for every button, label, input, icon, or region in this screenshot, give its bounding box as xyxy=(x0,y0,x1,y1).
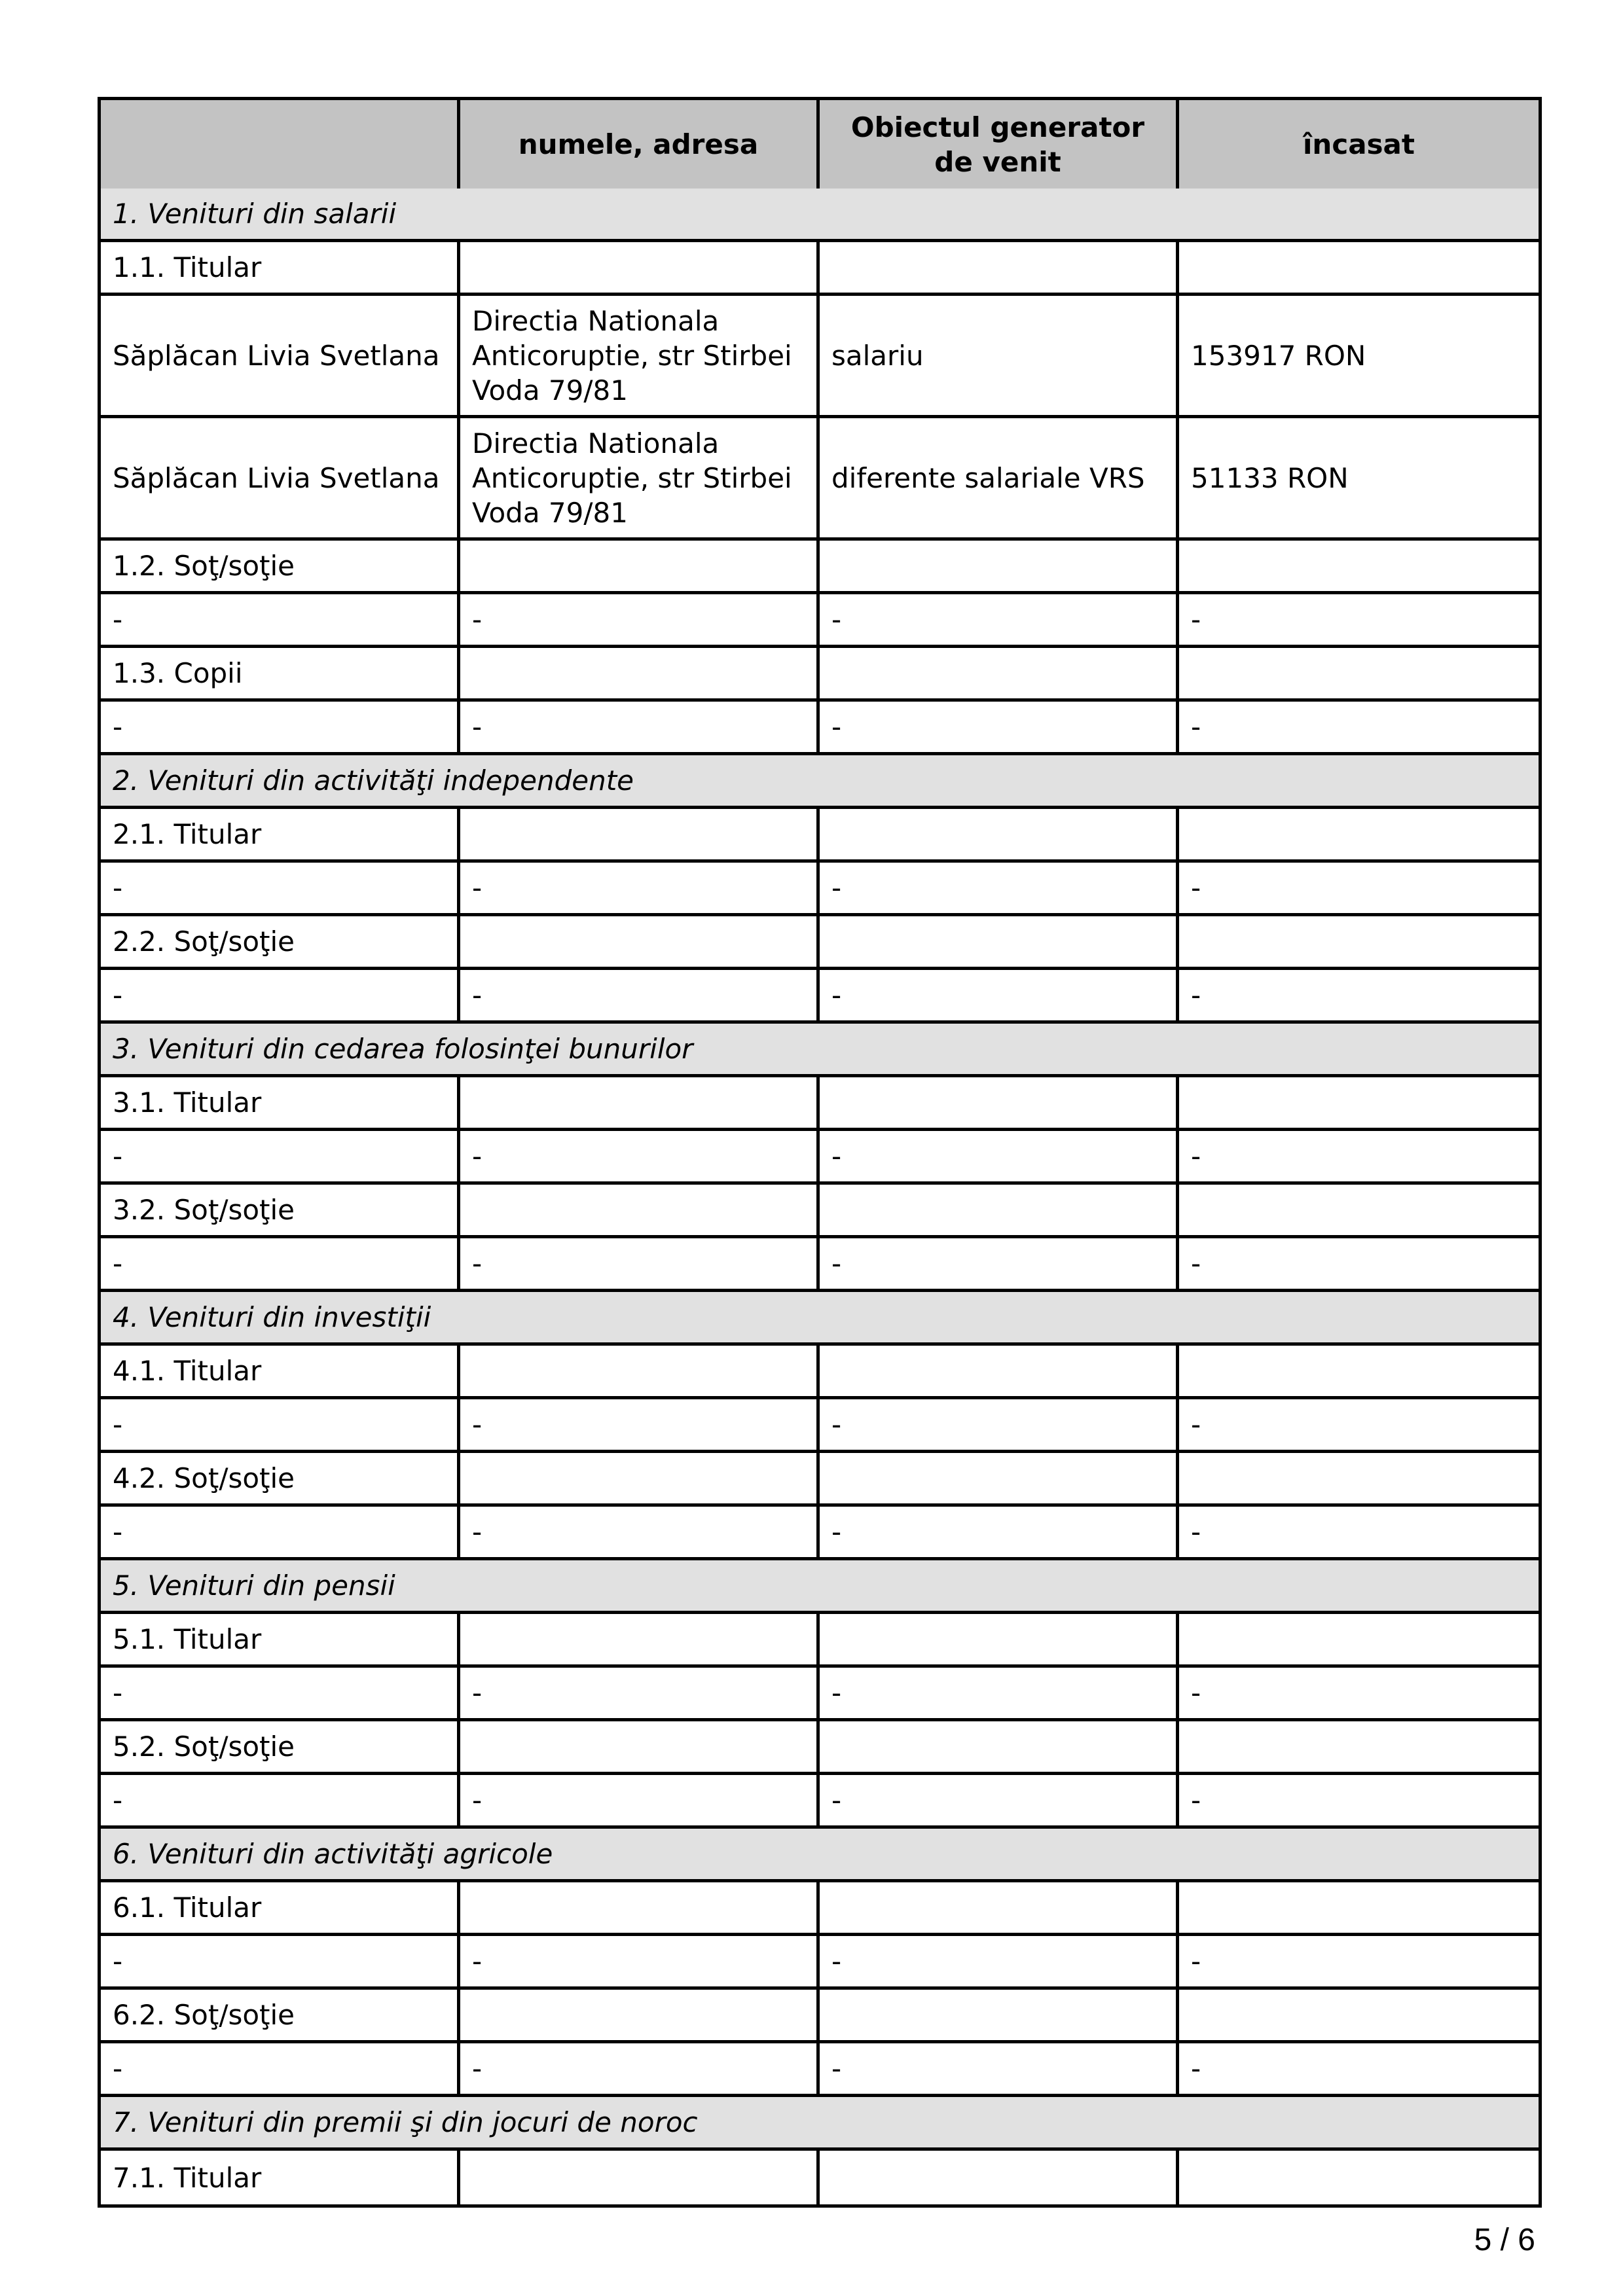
income-source-cell xyxy=(820,1882,1179,1936)
name-address-cell xyxy=(460,1614,820,1668)
collected-cell xyxy=(1179,2151,1539,2204)
collected-cell xyxy=(1179,1346,1539,1399)
name-address-cell: Directia Nationala Anticoruptie, str Stirbei Voda 79/81 xyxy=(460,418,820,541)
collected-cell: - xyxy=(1179,1775,1539,1829)
row-label-cell: 6.1. Titular xyxy=(101,1882,460,1936)
name-address-cell: - xyxy=(460,1399,820,1453)
table-row xyxy=(101,2151,1539,2204)
name-address-cell: - xyxy=(460,594,820,648)
collected-cell: - xyxy=(1179,1507,1539,1560)
row-label-cell: 2.2. Soţ/soţie xyxy=(101,916,460,970)
table-row xyxy=(101,1131,1539,1185)
section-header-row xyxy=(101,1829,1539,1882)
row-label-cell: Săplăcan Livia Svetlana xyxy=(101,418,460,541)
table-row xyxy=(101,1346,1539,1399)
section-title: 4. Venituri din investiţii xyxy=(101,1292,1539,1346)
table-row xyxy=(101,1775,1539,1829)
income-source-cell: - xyxy=(820,1238,1179,1292)
income-source-cell xyxy=(820,1453,1179,1507)
name-address-cell: - xyxy=(460,1775,820,1829)
income-source-cell xyxy=(820,1185,1179,1238)
table-body xyxy=(101,188,1539,2204)
row-label-cell: - xyxy=(101,2043,460,2097)
income-source-cell: diferente salariale VRS xyxy=(820,418,1179,541)
header-cell-income-source: Obiectul generator de venit xyxy=(820,100,1179,188)
collected-cell: 51133 RON xyxy=(1179,418,1539,541)
header-cell-name-address: numele, adresa xyxy=(460,100,820,188)
name-address-cell xyxy=(460,1077,820,1131)
collected-cell xyxy=(1179,648,1539,702)
row-label-cell: 1.3. Copii xyxy=(101,648,460,702)
collected-cell: - xyxy=(1179,1238,1539,1292)
table-row xyxy=(101,648,1539,702)
page-number: 5 / 6 xyxy=(1474,2223,1535,2257)
collected-cell: - xyxy=(1179,1399,1539,1453)
section-header-row xyxy=(101,2097,1539,2151)
section-header-row xyxy=(101,188,1539,242)
name-address-cell xyxy=(460,1185,820,1238)
name-address-cell xyxy=(460,2151,820,2204)
collected-cell: - xyxy=(1179,702,1539,755)
collected-cell: 153917 RON xyxy=(1179,296,1539,418)
collected-cell xyxy=(1179,916,1539,970)
name-address-cell: - xyxy=(460,702,820,755)
table-row xyxy=(101,809,1539,863)
income-source-cell: - xyxy=(820,1507,1179,1560)
collected-cell xyxy=(1179,809,1539,863)
table-row xyxy=(101,916,1539,970)
name-address-cell: - xyxy=(460,2043,820,2097)
table-row xyxy=(101,1721,1539,1775)
name-address-cell: - xyxy=(460,1238,820,1292)
section-title: 2. Venituri din activităţi independente xyxy=(101,755,1539,809)
income-source-cell xyxy=(820,1077,1179,1131)
income-source-cell xyxy=(820,242,1179,296)
name-address-cell: - xyxy=(460,970,820,1024)
table-row xyxy=(101,1185,1539,1238)
row-label-cell: 5.1. Titular xyxy=(101,1614,460,1668)
row-label-cell: 3.2. Soţ/soţie xyxy=(101,1185,460,1238)
section-header-row xyxy=(101,755,1539,809)
income-source-cell xyxy=(820,1614,1179,1668)
row-label-cell: 7.1. Titular xyxy=(101,2151,460,2204)
table-row xyxy=(101,1507,1539,1560)
income-source-cell: - xyxy=(820,1668,1179,1721)
name-address-cell: - xyxy=(460,863,820,916)
section-title: 3. Venituri din cedarea folosinţei bunurilor xyxy=(101,1024,1539,1077)
income-source-cell xyxy=(820,1721,1179,1775)
table-row xyxy=(101,594,1539,648)
section-header-row xyxy=(101,1024,1539,1077)
collected-cell xyxy=(1179,1077,1539,1131)
income-source-cell xyxy=(820,1990,1179,2043)
collected-cell: - xyxy=(1179,970,1539,1024)
table-row xyxy=(101,2043,1539,2097)
income-source-cell: - xyxy=(820,594,1179,648)
name-address-cell: - xyxy=(460,1507,820,1560)
income-source-cell xyxy=(820,1346,1179,1399)
table-row xyxy=(101,1238,1539,1292)
section-header-row xyxy=(101,1292,1539,1346)
table-row xyxy=(101,970,1539,1024)
collected-cell xyxy=(1179,242,1539,296)
income-source-cell: - xyxy=(820,863,1179,916)
section-header-row xyxy=(101,1560,1539,1614)
table-row xyxy=(101,1990,1539,2043)
table-row xyxy=(101,1668,1539,1721)
table-row xyxy=(101,1077,1539,1131)
row-label-cell: 4.1. Titular xyxy=(101,1346,460,1399)
income-table xyxy=(98,97,1542,2208)
income-source-cell xyxy=(820,809,1179,863)
row-label-cell: Săplăcan Livia Svetlana xyxy=(101,296,460,418)
row-label-cell: 1.2. Soţ/soţie xyxy=(101,541,460,594)
row-label-cell: - xyxy=(101,594,460,648)
row-label-cell: 3.1. Titular xyxy=(101,1077,460,1131)
row-label-cell: - xyxy=(101,1399,460,1453)
row-label-cell: 1.1. Titular xyxy=(101,242,460,296)
table-row xyxy=(101,296,1539,418)
row-label-cell: - xyxy=(101,970,460,1024)
income-source-cell: - xyxy=(820,1131,1179,1185)
name-address-cell xyxy=(460,1990,820,2043)
section-title: 1. Venituri din salarii xyxy=(101,188,1539,242)
table-row xyxy=(101,1882,1539,1936)
name-address-cell: - xyxy=(460,1668,820,1721)
row-label-cell: - xyxy=(101,1507,460,1560)
name-address-cell xyxy=(460,242,820,296)
collected-cell: - xyxy=(1179,594,1539,648)
name-address-cell: - xyxy=(460,1936,820,1990)
name-address-cell xyxy=(460,1882,820,1936)
row-label-cell: 2.1. Titular xyxy=(101,809,460,863)
income-source-cell xyxy=(820,916,1179,970)
collected-cell xyxy=(1179,1721,1539,1775)
collected-cell xyxy=(1179,1614,1539,1668)
income-source-cell: - xyxy=(820,2043,1179,2097)
income-source-cell xyxy=(820,541,1179,594)
name-address-cell xyxy=(460,916,820,970)
table-row xyxy=(101,1936,1539,1990)
row-label-cell: - xyxy=(101,1131,460,1185)
row-label-cell: - xyxy=(101,1668,460,1721)
row-label-cell: 6.2. Soţ/soţie xyxy=(101,1990,460,2043)
income-source-cell xyxy=(820,648,1179,702)
table-header-row xyxy=(101,100,1539,188)
section-title: 5. Venituri din pensii xyxy=(101,1560,1539,1614)
name-address-cell xyxy=(460,1453,820,1507)
collected-cell xyxy=(1179,1453,1539,1507)
table-row xyxy=(101,1453,1539,1507)
collected-cell: - xyxy=(1179,1936,1539,1990)
collected-cell xyxy=(1179,1185,1539,1238)
row-label-cell: 5.2. Soţ/soţie xyxy=(101,1721,460,1775)
row-label-cell: - xyxy=(101,1238,460,1292)
collected-cell: - xyxy=(1179,1131,1539,1185)
collected-cell: - xyxy=(1179,863,1539,916)
table-row xyxy=(101,863,1539,916)
row-label-cell: - xyxy=(101,1936,460,1990)
row-label-cell: 4.2. Soţ/soţie xyxy=(101,1453,460,1507)
table-row xyxy=(101,702,1539,755)
header-cell-empty xyxy=(101,100,460,188)
collected-cell xyxy=(1179,541,1539,594)
name-address-cell xyxy=(460,1346,820,1399)
section-title: 7. Venituri din premii şi din jocuri de noroc xyxy=(101,2097,1539,2151)
name-address-cell xyxy=(460,541,820,594)
collected-cell: - xyxy=(1179,2043,1539,2097)
section-title: 6. Venituri din activităţi agricole xyxy=(101,1829,1539,1882)
income-source-cell: - xyxy=(820,702,1179,755)
collected-cell: - xyxy=(1179,1668,1539,1721)
name-address-cell: - xyxy=(460,1131,820,1185)
name-address-cell xyxy=(460,648,820,702)
income-source-cell: salariu xyxy=(820,296,1179,418)
income-source-cell: - xyxy=(820,1775,1179,1829)
collected-cell xyxy=(1179,1990,1539,2043)
table-row xyxy=(101,418,1539,541)
income-source-cell xyxy=(820,2151,1179,2204)
row-label-cell: - xyxy=(101,863,460,916)
income-source-cell: - xyxy=(820,1936,1179,1990)
name-address-cell xyxy=(460,809,820,863)
income-source-cell: - xyxy=(820,1399,1179,1453)
row-label-cell: - xyxy=(101,1775,460,1829)
row-label-cell: - xyxy=(101,702,460,755)
collected-cell xyxy=(1179,1882,1539,1936)
table-row xyxy=(101,541,1539,594)
income-source-cell: - xyxy=(820,970,1179,1024)
name-address-cell xyxy=(460,1721,820,1775)
name-address-cell: Directia Nationala Anticoruptie, str Stirbei Voda 79/81 xyxy=(460,296,820,418)
table-row xyxy=(101,1614,1539,1668)
header-cell-collected: încasat xyxy=(1179,100,1539,188)
table-row xyxy=(101,242,1539,296)
table-row xyxy=(101,1399,1539,1453)
